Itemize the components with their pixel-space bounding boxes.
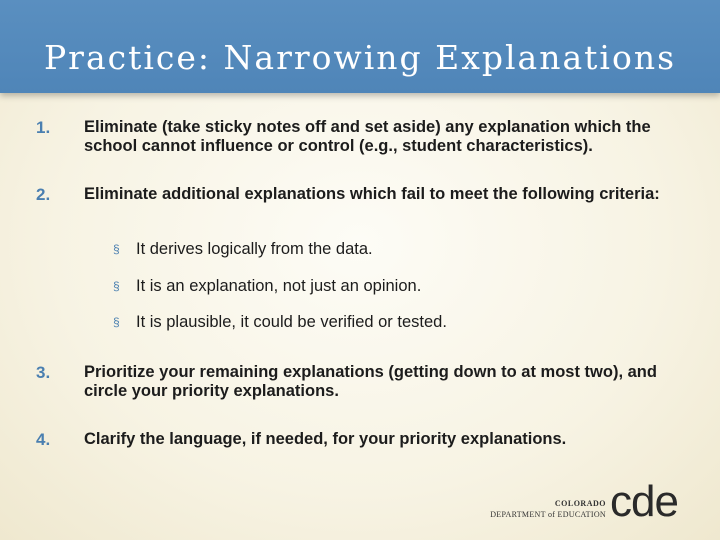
title-bar [0, 0, 720, 93]
item-number: 2. [36, 185, 51, 204]
item-text: Eliminate (take sticky notes off and set aside) any explanation which the school cannot influence or control (e.g., student characteristics). [84, 118, 651, 155]
bullet-icon: § [113, 315, 120, 329]
slide-title: Practice: Narrowing Explanations [43, 38, 677, 77]
logo-colorado-text: COLORADO [554, 499, 606, 508]
criteria-text: It derives logically from the data. [136, 240, 373, 258]
cde-logo [488, 477, 698, 529]
bullet-icon: § [113, 242, 120, 256]
item-text: Clarify the language, if needed, for your priority explanations. [84, 430, 567, 448]
item-text: Prioritize your remaining explanations (getting down to at most two), and circle your priority explanations. [84, 363, 657, 400]
criteria-text: It is plausible, it could be verified or tested. [136, 313, 447, 331]
logo-department-text: DEPARTMENT of EDUCATION [490, 510, 606, 519]
logo-wordmark: cde [610, 477, 678, 526]
bullet-icon: § [113, 279, 120, 293]
item-text: Eliminate additional explanations which fail to meet the following criteria: [84, 185, 660, 203]
criteria-text: It is an explanation, not just an opinion. [136, 277, 422, 295]
item-number: 3. [36, 363, 51, 382]
item-number: 4. [36, 430, 51, 449]
item-number: 1. [36, 118, 51, 137]
